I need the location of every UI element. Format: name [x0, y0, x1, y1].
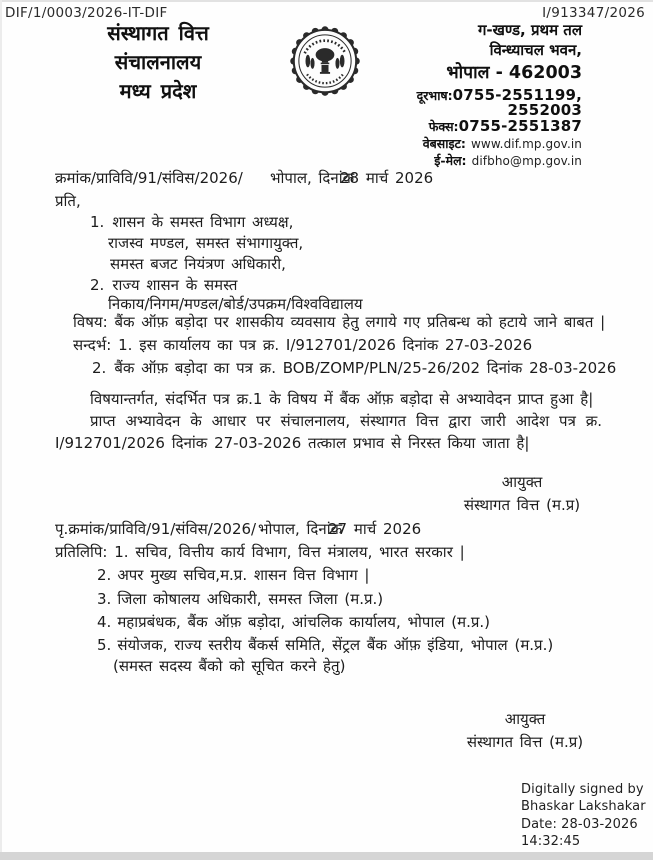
- website-value: www.dif.mp.gov.in: [471, 137, 582, 151]
- endorsement-place-label: भोपाल, दिनांक: [258, 520, 343, 538]
- department-name-line1: संस्थागत वित्त: [107, 21, 209, 45]
- place-date-label: भोपाल, दिनांक: [270, 169, 355, 187]
- copy-to-first: 1. सचिव, वित्तीय कार्य विभाग, वित्त मंत्रालय, भारत सरकार |: [114, 543, 465, 561]
- department-name-line3: मध्य प्रदेश: [119, 79, 197, 103]
- digital-signature-line1: Digitally signed by: [521, 782, 644, 797]
- website-label: वेबसाइट:: [422, 136, 466, 151]
- phone-number-1: 0755-2551199,: [452, 86, 582, 104]
- signatory-department: संस्थागत वित्त (म.प्र): [463, 496, 581, 514]
- addressee-number: 1.: [90, 213, 105, 231]
- fax-line: [429, 117, 582, 135]
- copy-item-text: संयोजक, राज्य स्तरीय बैंकर्स समिति, सेंट्रल बैंक ऑफ़ इंडिया, भोपाल (म.प्र.): [117, 636, 554, 654]
- page-top-edge: [0, 0, 653, 2]
- department-name-line2: संचालनालय: [114, 50, 202, 74]
- reference-2-number: 2.: [92, 359, 107, 377]
- office-address-block: [342, 22, 582, 167]
- reference-line-1: [73, 337, 532, 354]
- body-paragraph-1: विषयान्तर्गत, संदर्भित पत्र क्र.1 के विषय में बैंक ऑफ़ बड़ोदा से अभ्यावेदन प्राप्त हुआ है|: [90, 390, 594, 408]
- copy-to-item: [97, 614, 490, 631]
- addressee-item: [90, 277, 237, 294]
- subject-text: बैंक ऑफ़ बड़ोदा पर शासकीय व्यवसाय हेतु लगाये गए प्रतिबन्ध को हटाये जाने बाबत |: [114, 313, 606, 331]
- copy-to-item: [97, 591, 383, 608]
- addressee-text: समस्त बजट नियंत्रण अधिकारी,: [110, 255, 286, 273]
- copy-item-number: 5.: [97, 636, 112, 654]
- addressee-text: शासन के समस्त विभाग अध्यक्ष,: [112, 213, 294, 231]
- address-line-city: भोपाल - 462003: [446, 63, 582, 83]
- email-label: ई-मेल:: [434, 153, 467, 168]
- email-line: [434, 151, 582, 169]
- addressee-text: राज्य शासन के समस्त: [112, 276, 238, 294]
- letter-number: क्रमांक/प्राविवि/91/संविस/2026/: [55, 169, 243, 187]
- signatory-title: आयुक्त: [501, 473, 543, 491]
- copy-item-number: 2.: [97, 566, 112, 584]
- reference-label: सन्दर्भ:: [73, 336, 112, 354]
- signatory-title: आयुक्त: [504, 710, 546, 728]
- reference-2-text: बैंक ऑफ़ बड़ोदा का पत्र क्र. BOB/ZOMP/PLN/25-26/202 दिनांक 28-03-2026: [114, 359, 617, 377]
- phone-number-2: 2552003: [507, 101, 582, 119]
- reference-1-text: 1. इस कार्यालय का पत्र क्र. I/912701/2026 दिनांक 27-03-2026: [118, 336, 533, 354]
- page-bottom-edge: [0, 852, 653, 860]
- letter-date: 28 मार्च 2026: [340, 169, 434, 187]
- address-line-1: ग-खण्ड, प्रथम तल: [477, 21, 582, 39]
- copy-item-text: जिला कोषालय अधिकारी, समस्त जिला (म.प्र.): [117, 590, 384, 608]
- addressee-number: 2.: [90, 276, 105, 294]
- addressee-text: निकाय/निगम/मण्डल/बोर्ड/उपक्रम/विश्वविद्यालय: [108, 295, 363, 313]
- copy-to-item: [97, 567, 369, 584]
- copy-item-text: महाप्रबंधक, बैंक ऑफ़ बड़ोदा, आंचलिक कार्यालय, भोपाल (म.प्र.): [117, 613, 491, 631]
- digital-signature-name: Bhaskar Lakshakar: [521, 799, 646, 815]
- subject-line: [73, 314, 605, 331]
- signatory-department: संस्थागत वित्त (म.प्र): [466, 733, 584, 751]
- email-value: difbho@mp.gov.in: [471, 154, 582, 168]
- address-line-2: विन्ध्याचल भवन,: [489, 41, 582, 59]
- copy-to-item: [97, 637, 553, 654]
- salutation: प्रति,: [55, 192, 81, 210]
- digital-signature-date: Date: 28-03-2026: [521, 816, 638, 832]
- endorsement-date: 27 मार्च 2026: [328, 520, 422, 538]
- digital-signature-time: 14:32:45: [521, 834, 581, 850]
- copy-to-note: (समस्त सदस्य बैंको को सूचित करने हेतु): [113, 657, 346, 675]
- addressee-text: राजस्व मण्डल, समस्त संभागायुक्त,: [108, 234, 304, 252]
- website-line: [423, 134, 582, 152]
- copy-item-text: अपर मुख्य सचिव,म.प्र. शासन वित्त विभाग |: [117, 566, 370, 584]
- reference-line-2: [92, 360, 616, 377]
- fax-number: 0755-2551387: [458, 117, 582, 135]
- phone-label: दूरभाष:: [416, 88, 453, 103]
- addressee-item: [90, 214, 293, 231]
- copy-item-number: 4.: [97, 613, 112, 631]
- page-left-edge: [0, 0, 2, 860]
- copy-to-label: प्रतिलिपि:: [55, 543, 108, 561]
- body-paragraph-2-line2: I/912701/2026 दिनांक 27-03-2026 तत्काल प्रभाव से निरस्त किया जाता है|: [55, 434, 530, 452]
- copy-to-line-1: [55, 544, 465, 561]
- endorsement-number: पृ.क्रमांक/प्राविवि/91/संविस/2026/: [55, 520, 257, 538]
- file-ref-top-right: I/913347/2026: [542, 5, 645, 21]
- file-ref-top-left: DIF/1/0003/2026-IT-DIF: [5, 5, 168, 21]
- body-paragraph-2-line1: प्राप्त अभ्यावेदन के आधार पर संचालनालय, संस्थागत वित्त द्वारा जारी आदेश पत्र क्र.: [90, 412, 602, 430]
- digital-signature-block: [521, 781, 646, 851]
- fax-label: फेक्स:: [428, 119, 459, 134]
- copy-item-number: 3.: [97, 590, 112, 608]
- subject-label: विषय:: [73, 313, 108, 331]
